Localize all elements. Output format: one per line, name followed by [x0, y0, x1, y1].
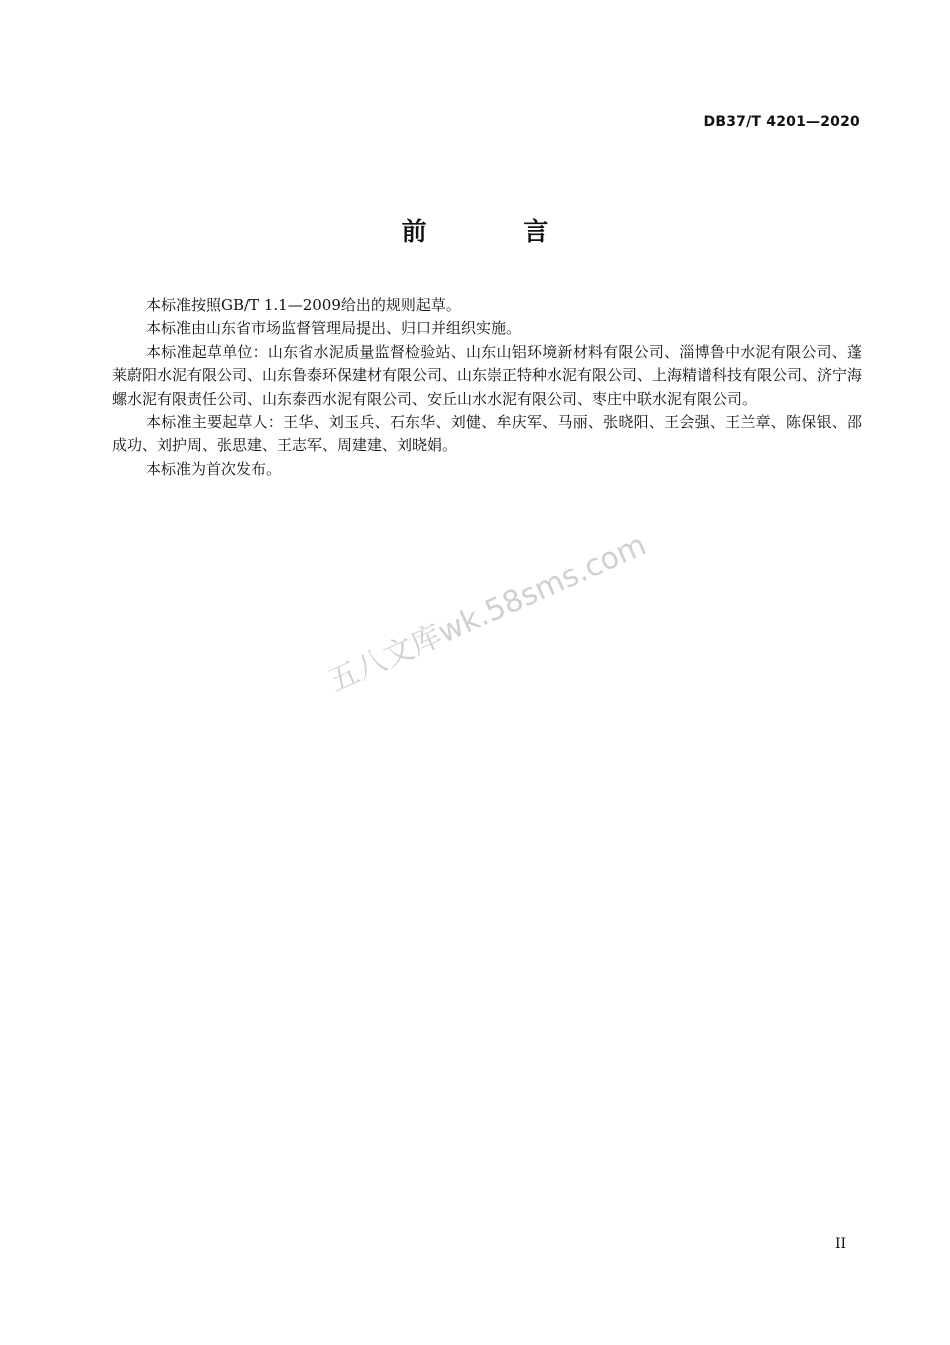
body-text — [112, 294, 862, 481]
paragraph-drafters: 本标准主要起草人：王华、刘玉兵、石东华、刘健、牟庆军、马丽、张晓阳、王会强、王兰章、陈保银、邵成功、刘护周、张思建、王志军、周建建、刘晓娟。 — [112, 413, 862, 455]
page-title: 前 言 — [401, 217, 593, 246]
page-header-standard-code: DB37/T 4201—2020 — [703, 114, 860, 130]
paragraph-proposer: 本标准由山东省市场监督管理局提出、归口并组织实施。 — [146, 319, 522, 338]
page-number: II — [834, 1236, 846, 1252]
watermark: 五八文库wk.58sms.com — [323, 527, 652, 700]
paragraph-drafting-units: 本标准起草单位：山东省水泥质量监督检验站、山东山铝环境新材料有限公司、淄博鲁中水泥有限公司、蓬莱蔚阳水泥有限公司、山东鲁泰环保建材有限公司、山东崇正特种水泥有限公司、上海精谱科技有限公司、济宁海螺水泥有限责任公司、山东泰西水泥有限公司、安丘山水水泥有限公司、枣庄中联水泥有限公司。 — [112, 342, 863, 408]
paragraph-drafting-rules: 本标准按照GB/T 1.1—2009给出的规则起草。 — [146, 296, 461, 314]
paragraph-first-release: 本标准为首次发布。 — [146, 459, 282, 478]
